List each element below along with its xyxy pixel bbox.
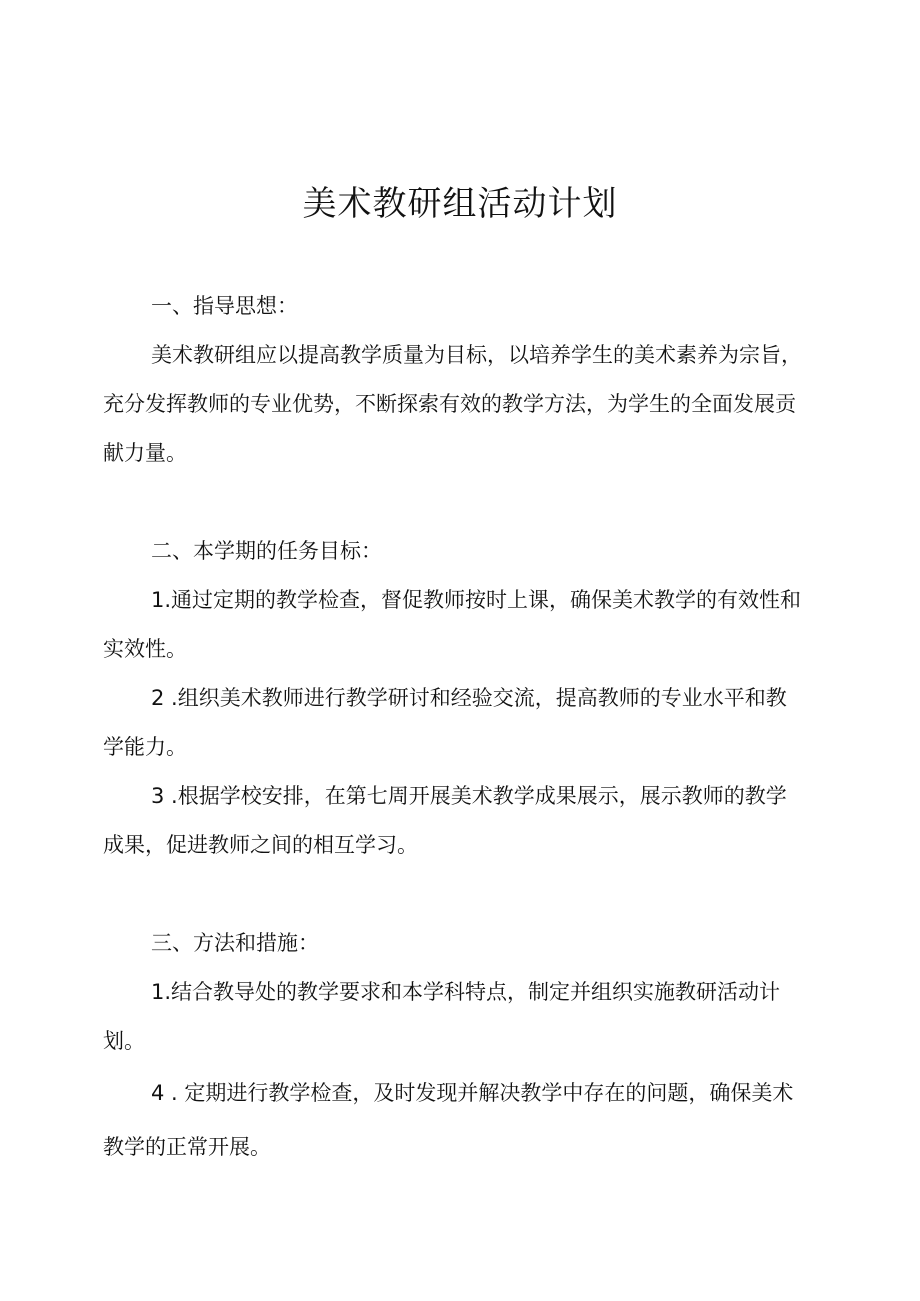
paragraph: 美术教研组应以提高教学质量为目标，以培养学生的美术素养为宗旨，充分发挥教师的专业优势，不断探索有效的教学方法，为学生的全面发展贡献力量。 [103, 343, 802, 465]
paragraph: 4 . 定期进行教学检查，及时发现并解决教学中存在的问题，确保美术教学的正常开展。 [103, 1081, 794, 1159]
section-heading: 三、方法和措施： [151, 931, 319, 955]
section-semester-goals [103, 527, 805, 870]
section-heading: 一、指导思想： [151, 294, 298, 318]
paragraph: 1.通过定期的教学检查，督促教师按时上课，确保美术教学的有效性和实效性。 [103, 588, 802, 661]
section-heading: 二、本学期的任务目标： [151, 539, 382, 563]
paragraph: 2 .组织美术教师进行教学研讨和经验交流，提高教师的专业水平和教学能力。 [103, 686, 787, 759]
document-title: 美术教研组活动计划 [302, 184, 618, 224]
paragraph: 3 .根据学校安排，在第七周开展美术教学成果展示，展示教师的教学成果，促进教师之间的相互学习。 [103, 784, 787, 857]
section-guiding-thought [103, 282, 805, 478]
section-methods-measures [103, 919, 805, 1174]
paragraph: 1.结合教导处的教学要求和本学科特点，制定并组织实施教研活动计划。 [103, 980, 781, 1053]
document-body [103, 282, 805, 1174]
